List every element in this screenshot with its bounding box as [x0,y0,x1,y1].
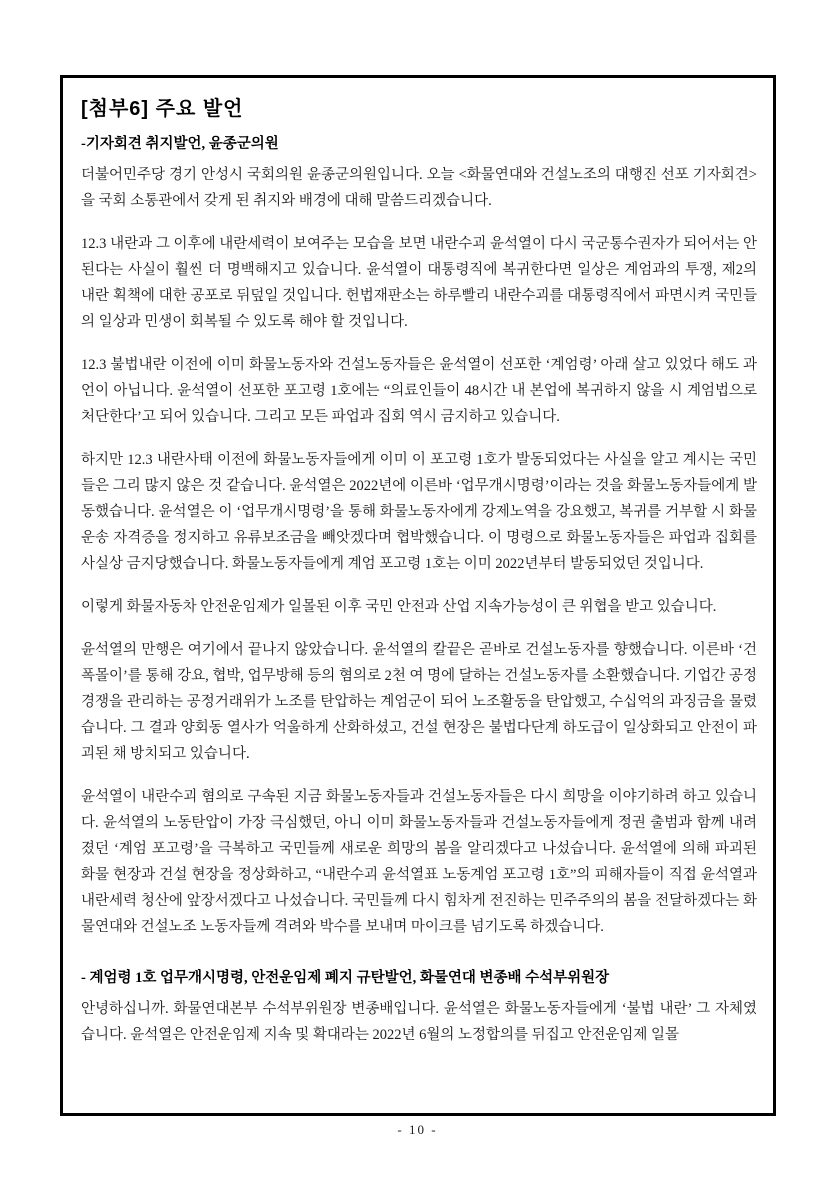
speech1-paragraph-2: 12.3 내란과 그 이후에 내란세력이 보여주는 모습을 보면 내란수괴 윤석열이 다시 국군통수권자가 되어서는 안 된다는 사실이 훨씬 더 명백해지고 있습니다. 윤석열이 대통령직에 복귀한다면 일상은 계엄과의 투쟁, 제2의 내란 획책에 대한 공포로 뒤덮일 것입니다. 헌법재판소는 하루빨리 내란수괴를 대통령직에서 파면시켜 국민들의 일상과 민생이 회복될 수 있도록 해야 할 것입니다. [81,236,757,330]
speech1-paragraph-4: 하지만 12.3 내란사태 이전에 화물노동자들에게 이미 이 포고령 1호가 발동되었다는 사실을 알고 계시는 국민들은 그리 많지 않은 것 같습니다. 윤석열은 2022년에 이른바 ‘업무개시명령’이라는 것을 화물노동자들에게 발동했습니다. 윤석열은 이 ‘업무개시명령’을 통해 화물노동자에게 강제노역을 강요했고, 복귀를 거부할 시 화물운송 자격증을 정지하고 유류보조금을 빼앗겠다며 협박했습니다. 이 명령으로 화물노동자들은 파업과 집회를 사실상 금지당했습니다. 화물노동자들에게 계엄 포고령 1호는 이미 2022년부터 발동되었던 것입니다. [81,452,757,572]
speech1-paragraph-5: 이렇게 화물자동차 안전운임제가 일몰된 이후 국민 안전과 산업 지속가능성이 큰 위협을 받고 있습니다. [81,599,717,615]
page-number: - 10 - [397,1122,438,1137]
speech1-paragraph-7: 윤석열이 내란수괴 혐의로 구속된 지금 화물노동자들과 건설노동자들은 다시 희망을 이야기하려 하고 있습니다. 윤석열의 노동탄압이 가장 극심했던, 아니 이미 화물노동자들과 건설노동자들에게 정권 출범과 함께 내려졌던 ‘계엄 포고령’을 극복하고 국민들께 새로운 희망의 봄을 알리겠다고 나섰습니다. 윤석열에 의해 파괴된 화물 현장과 건설 현장을 정상화하고, “내란수괴 윤석열표 노동계엄 포고령 1호”의 피해자들이 직접 윤석열과 내란세력 청산에 앞장서겠다고 나섰습니다. 국민들께 다시 힘차게 전진하는 민주주의의 봄을 전달하겠다는 화물연대와 건설노조 노동자들께 격려와 박수를 보내며 마이크를 넘기도록 하겠습니다. [81,789,757,935]
speech1-paragraph-3: 12.3 불법내란 이전에 이미 화물노동자와 건설노동자들은 윤석열이 선포한 ‘계엄령’ 아래 살고 있었다 해도 과언이 아닙니다. 윤석열이 선포한 포고령 1호에는 “의료인들이 48시간 내 본업에 복귀하지 않을 시 계엄법으로 처단한다’고 되어 있습니다. 그리고 모든 파업과 집회 역시 금지하고 있습니다. [81,357,757,425]
speech1-paragraph-1: 더불어민주당 경기 안성시 국회의원 윤종군의원입니다. 오늘 <화물연대와 건설노조의 대행진 선포 기자회견>을 국회 소통관에서 갖게 된 취지와 배경에 대해 말씀드리겠습니다. [81,167,757,209]
attachment-title: [첨부6] 주요 발언 [81,98,244,120]
speech1-heading: -기자회견 취지발언, 윤종군의원 [81,136,279,152]
attachment-frame [60,75,776,1116]
speech2-paragraph-1: 안녕하십니까. 화물연대본부 수석부위원장 변종배입니다. 윤석열은 화물노동자들에게 ‘불법 내란’ 그 자체였습니다. 윤석열은 안전운임제 지속 및 확대라는 2022년 6월의 노정합의를 뒤집고 안전운임제 일몰 [81,1001,757,1043]
speech1-paragraph-6: 윤석열의 만행은 여기에서 끝나지 않았습니다. 윤석열의 칼끝은 곧바로 건설노동자를 향했습니다. 이른바 ‘건폭몰이’를 통해 강요, 협박, 업무방해 등의 혐의로 2천 여 명에 달하는 건설노동자를 소환했습니다. 기업간 공정 경쟁을 관리하는 공정거래위가 노조를 탄압하는 계엄군이 되어 노조활동을 탄압했고, 수십억의 과징금을 물렸습니다. 그 결과 양회동 열사가 억울하게 산화하셨고, 건설 현장은 불법다단계 하도급이 일상화되고 안전이 파괴된 채 방치되고 있습니다. [81,642,758,762]
speech2-heading: - 계엄령 1호 업무개시명령, 안전운임제 폐지 규탄발언, 화물연대 변종배 수석부위원장 [81,970,610,986]
